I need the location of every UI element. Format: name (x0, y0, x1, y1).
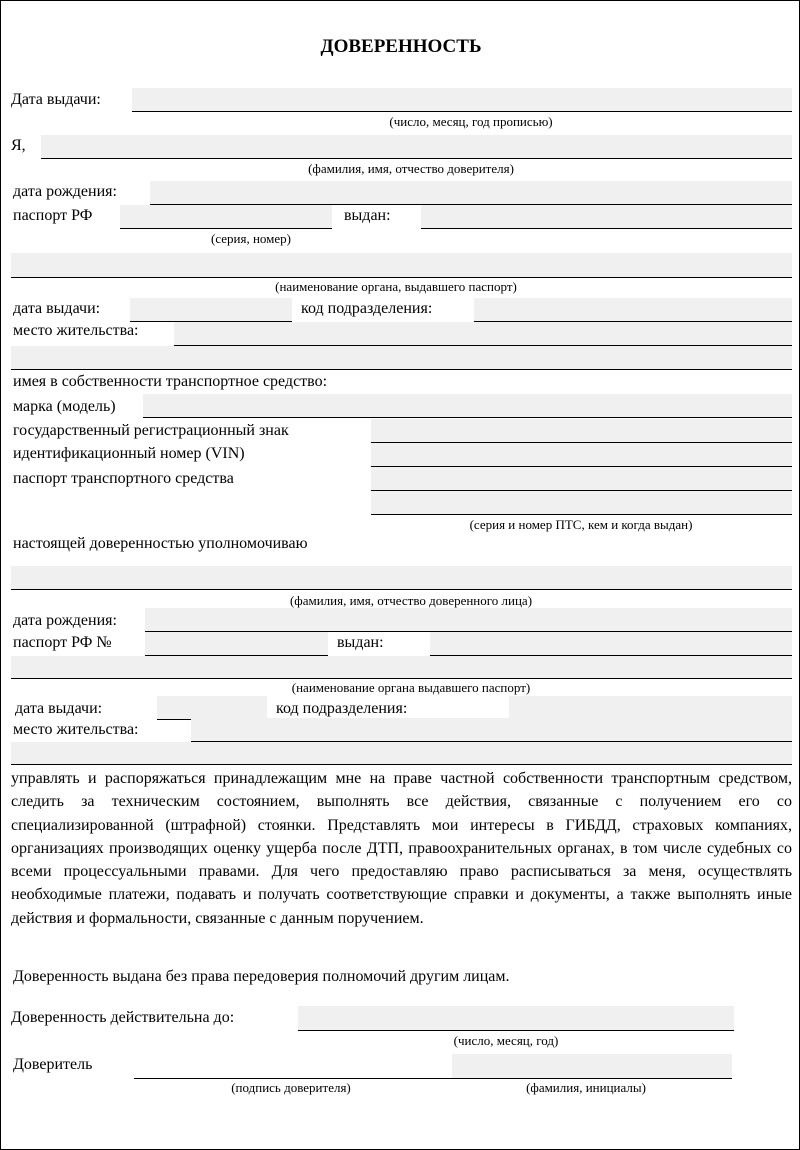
agent-passport-field[interactable] (145, 632, 328, 656)
principal-issue-date-field[interactable] (130, 298, 292, 322)
agent-birth-field[interactable] (145, 608, 792, 632)
principal-authority-hint: (наименование органа, выдавшего паспорт) (275, 279, 517, 294)
agent-birth-label: дата рождения: (13, 612, 117, 629)
agent-division-field[interactable] (509, 696, 792, 720)
valid-until-field[interactable] (298, 1006, 734, 1031)
i-label: Я, (11, 137, 26, 154)
principal-series-hint: (серия, номер) (211, 231, 291, 246)
vehicle-pts-field[interactable] (371, 467, 792, 491)
vehicle-vin-field[interactable] (371, 443, 792, 467)
no-delegation-text: Доверенность выдана без права передоверия полномочий другим лицам. (13, 968, 510, 985)
valid-until-label: Доверенность действительна до: (11, 1009, 235, 1026)
agent-name-hint: (фамилия, имя, отчество доверенного лица) (289, 593, 533, 608)
principal-passport-field[interactable] (120, 205, 332, 229)
agent-name-field[interactable] (11, 566, 792, 590)
vehicle-pts-field-2[interactable] (371, 491, 792, 515)
vehicle-make-field[interactable] (143, 394, 792, 418)
principal-name-hint: (фамилия, имя, отчество доверителя) (308, 161, 514, 176)
issue-date-hint: (число, месяц, год прописью) (389, 114, 553, 129)
principal-authority-field[interactable] (11, 253, 792, 278)
vehicle-plate-field[interactable] (371, 419, 792, 443)
agent-issued-label: выдан: (337, 634, 384, 651)
vehicle-make-label: марка (модель) (13, 398, 116, 415)
principal-birth-label: дата рождения: (13, 183, 117, 200)
agent-authority-field[interactable] (11, 656, 792, 679)
principal-sign-label: Доверитель (13, 1056, 93, 1073)
principal-issue-date-label: дата выдачи: (13, 300, 101, 317)
signature-hint: (подпись доверителя) (231, 1080, 351, 1095)
principal-issued-field[interactable] (421, 205, 792, 229)
issue-date-label: Дата выдачи: (11, 91, 101, 108)
principal-passport-label: паспорт РФ (13, 207, 93, 224)
principal-birth-field[interactable] (150, 181, 792, 205)
agent-residence-field-2[interactable] (11, 742, 792, 765)
vehicle-intro: имея в собственности транспортное средство: (13, 373, 328, 390)
authorize-label: настоящей доверенностью уполномочиваю (13, 535, 308, 552)
initials-field[interactable] (452, 1054, 732, 1079)
agent-authority-hint: (наименование органа выдавшего паспорт) (291, 680, 531, 695)
agent-residence-label: место жительства: (13, 721, 139, 738)
vehicle-plate-label: государственный регистрационный знак (13, 422, 289, 439)
principal-residence-field-2[interactable] (11, 346, 792, 370)
valid-until-hint: (число, месяц, год) (453, 1033, 559, 1048)
initials-hint: (фамилия, инициалы) (526, 1080, 646, 1095)
document-title: ДОВЕРЕННОСТЬ (320, 36, 482, 57)
agent-issue-date-label: дата выдачи: (15, 700, 103, 717)
principal-division-label: код подразделения: (301, 300, 433, 317)
agent-passport-label: паспорт РФ № (13, 634, 112, 651)
agent-division-label: код подразделения: (276, 700, 408, 717)
principal-issued-label: выдан: (344, 207, 391, 224)
issue-date-field[interactable] (132, 88, 792, 112)
principal-residence-field[interactable] (174, 322, 792, 346)
principal-residence-label: место жительства: (13, 322, 139, 339)
principal-name-field[interactable] (41, 135, 792, 159)
signature-field[interactable] (134, 1054, 452, 1079)
vehicle-pts-label: паспорт транспортного средства (13, 470, 234, 487)
agent-issue-date-field[interactable] (157, 696, 267, 720)
vehicle-vin-label: идентификационный номер (VIN) (13, 445, 245, 462)
vehicle-pts-hint: (серия и номер ПТС, кем и когда выдан) (469, 517, 693, 532)
powers-paragraph: управлять и распоряжаться принадлежащим мне на праве частной собственности транспортным средством, следить за техническим состоянием, выполнять все действия, связанные с получением его со специализированной (штрафной) стоянки. Представлять мои интересы в ГИБДД, страховых компаниях, организациях производящих оценку ущерба после ДТП, правоохранительных органах, в том числе судебных со всеми процессуальными правами. Для чего предоставляю право расписываться за меня, осуществлять необходимые платежи, подавать и получать соответствующие справки и документы, а также выполнять иные действия и формальности, связанные с данным поручением. (11, 770, 792, 927)
agent-residence-field[interactable] (191, 718, 792, 742)
agent-issued-field[interactable] (430, 632, 792, 656)
principal-division-field[interactable] (474, 298, 792, 322)
